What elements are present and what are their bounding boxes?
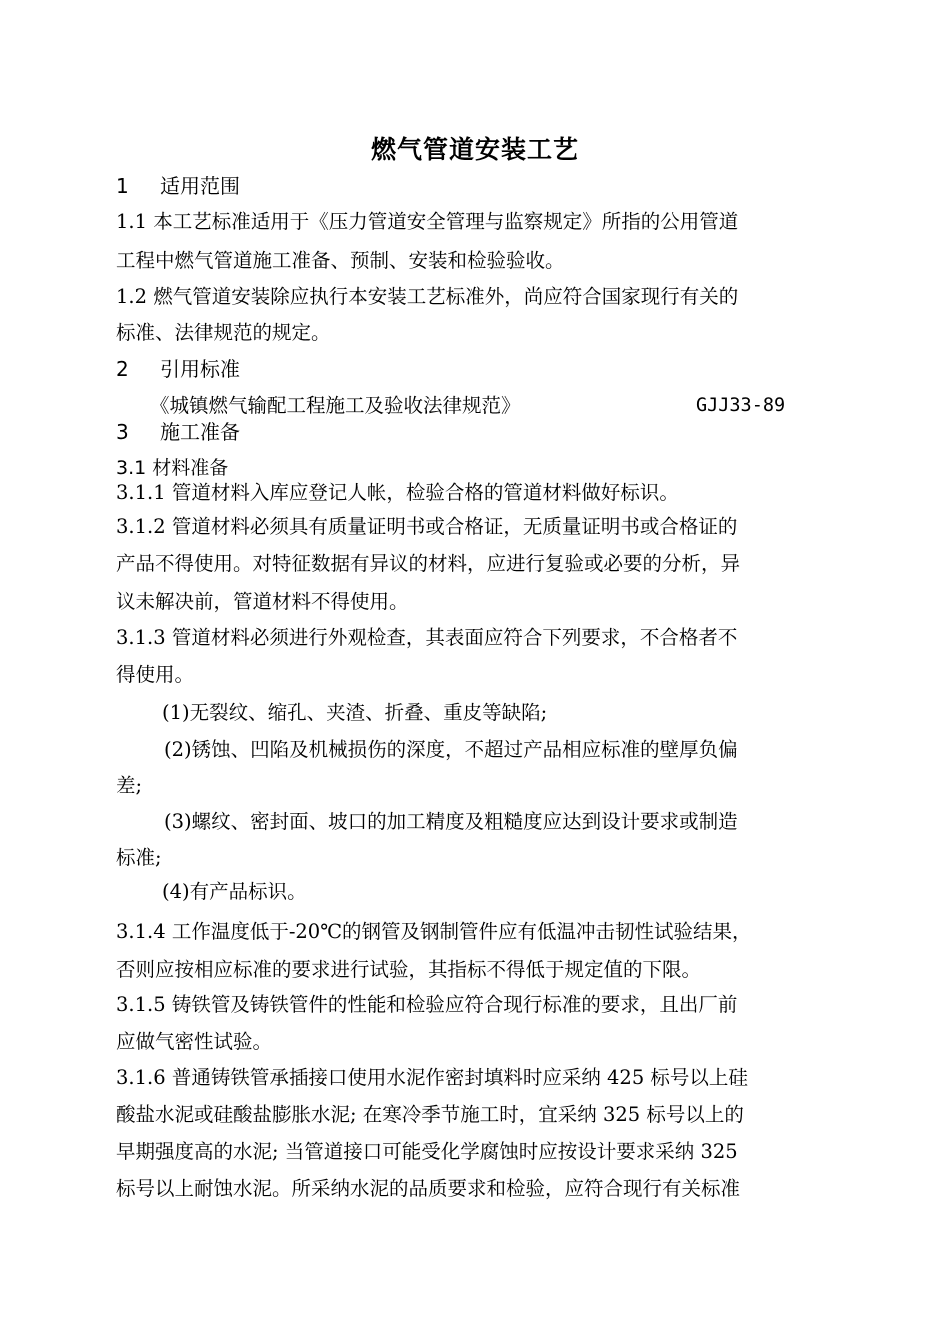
paragraph-line: 标号以上耐蚀水泥。所采纳水泥的品质要求和检验，应符合现行有关标准 [116,1177,741,1200]
paragraph-line: 1.1 本工艺标准适用于《压力管道安全管理与监察规定》所指的公用管道 [116,210,739,233]
section-number: 3 [116,420,129,444]
section-number: 1 [116,174,129,198]
list-item: (3)螺纹、密封面、坡口的加工精度及粗糙度应达到设计要求或制造 [164,810,738,833]
paragraph-line: 早期强度高的水泥; 当管道接口可能受化学腐蚀时应按设计要求采纳 325 [116,1140,738,1163]
paragraph-line: 标准、法律规范的规定。 [116,321,331,344]
paragraph-line: 1.2 燃气管道安装除应执行本安装工艺标准外，尚应符合国家现行有关的 [116,285,739,308]
paragraph-line: 3.1.3 管道材料必须进行外观检查，其表面应符合下列要求，不合格者不 [116,626,738,649]
section-heading-2 [116,355,240,383]
list-item-continuation: 差; [116,774,143,797]
list-item: (4)有产品标识。 [162,880,307,903]
paragraph-line: 工程中燃气管道施工准备、预制、安装和检验验收。 [116,249,565,272]
list-item: (1)无裂纹、缩孔、夹渣、折叠、重皮等缺陷; [162,701,548,724]
paragraph-line: 3.1.4 工作温度低于-20℃的钢管及钢制管件应有低温冲击韧性试验结果， [116,920,752,943]
paragraph-line: 得使用。 [116,663,195,686]
standard-name: 《城镇燃气输配工程施工及验收法律规范》 [150,394,521,417]
list-item: (2)锈蚀、凹陷及机械损伤的深度，不超过产品相应标准的壁厚负偏 [164,738,738,761]
paragraph-line: 产品不得使用。对特征数据有异议的材料，应进行复验或必要的分析，异 [116,552,741,575]
paragraph-line: 议未解决前，管道材料不得使用。 [116,590,409,613]
document-title: 燃气管道安装工艺 [370,135,579,164]
paragraph-line: 酸盐水泥或硅酸盐膨胀水泥; 在寒冷季节施工时，宜采纳 325 标号以上的 [116,1103,744,1126]
section-title: 引用标准 [160,357,240,381]
list-item-continuation: 标准; [116,846,162,869]
paragraph-line: 3.1.6 普通铸铁管承插接口使用水泥作密封填料时应采纳 425 标号以上硅 [116,1066,748,1089]
section-title: 施工准备 [160,420,240,444]
paragraph-line: 否则应按相应标准的要求进行试验，其指标不得低于规定值的下限。 [116,958,702,981]
paragraph-line: 应做气密性试验。 [116,1030,273,1053]
subsection-heading: 3.1 材料准备 [116,457,229,479]
section-heading-1 [116,172,240,200]
section-heading-3 [116,418,240,446]
paragraph-line: 3.1.1 管道材料入库应登记人帐，检验合格的管道材料做好标识。 [116,481,679,504]
standard-code: GJJ33-89 [696,395,786,416]
section-title: 适用范围 [160,174,240,198]
paragraph-line: 3.1.2 管道材料必须具有质量证明书或合格证，无质量证明书或合格证的 [116,515,738,538]
paragraph-line: 3.1.5 铸铁管及铸铁管件的性能和检验应符合现行标准的要求，且出厂前 [116,993,738,1016]
section-number: 2 [116,357,129,381]
